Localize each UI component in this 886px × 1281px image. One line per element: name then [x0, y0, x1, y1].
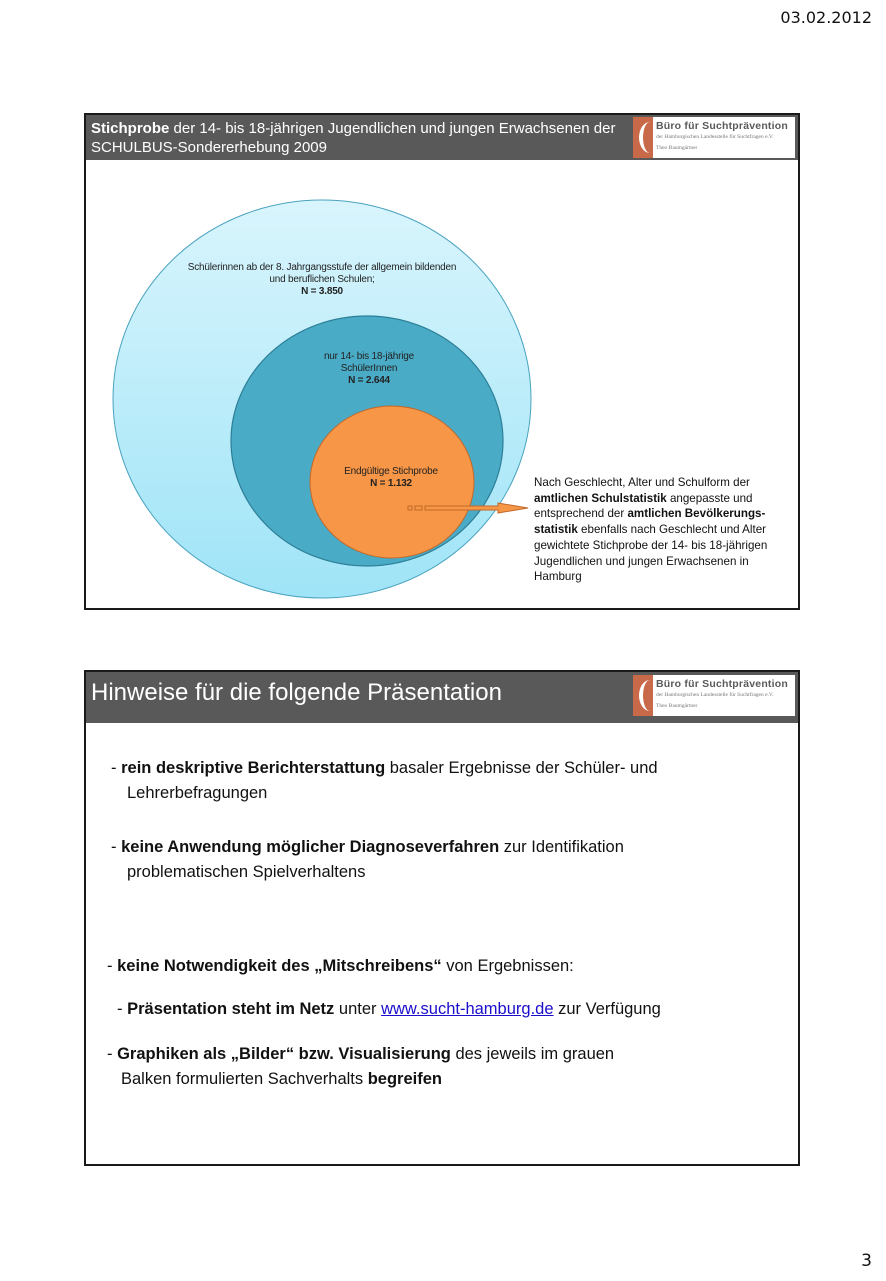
outer-circle-n: N = 3.850: [301, 286, 343, 297]
bullet-text-line2: problematischen Spielverhaltens: [127, 863, 366, 881]
bullet-item: [107, 954, 574, 979]
slide-presentation-notes: [84, 670, 800, 1166]
inner-circle-text: Endgültige Stichprobe: [344, 466, 438, 477]
bullet-item: [111, 756, 658, 806]
bullet-dash: -: [107, 957, 118, 975]
note-text-3: ebenfalls nach Geschlecht und Alter gewichtete Stichprobe der 14- bis 18-jährigen Jugendlichen und jungen Erwachsenen in Hamburg: [534, 523, 768, 584]
bullet-item: [117, 997, 661, 1022]
website-link[interactable]: www.sucht-hamburg.de: [381, 1000, 554, 1018]
logo-author: Theo Baumgärtner: [656, 145, 698, 151]
inner-circle-n: N = 1.132: [370, 478, 412, 489]
slide-title: Hinweise für die folgende Präsentation: [91, 679, 502, 706]
bullet-bold: rein deskriptive Berichterstattung: [121, 759, 386, 777]
bullet-list: [86, 672, 798, 1164]
bullet-text: des jeweils im grauen: [450, 1045, 615, 1063]
note-bold-1: amtlichen Schulstatistik: [534, 491, 667, 505]
weighting-note: [534, 475, 796, 585]
logo-name: Büro für Suchtprävention: [656, 120, 788, 132]
bullet-bold: keine Anwendung möglicher Diagnoseverfahren: [121, 838, 500, 856]
bullet-dash: -: [111, 838, 122, 856]
note-text-1: Nach Geschlecht, Alter und Schulform der: [534, 476, 750, 489]
outer-circle-label: [182, 262, 462, 298]
bullet-bold: keine Notwendigkeit des „Mitschreibens“: [117, 957, 442, 975]
bullet-dash: -: [117, 1000, 128, 1018]
bullet-text: zur Identifikation: [499, 838, 624, 856]
bullet-item: [107, 1042, 614, 1092]
bullet-text-line2: Lehrerbefragungen: [127, 784, 268, 802]
slide-title-bold: Stichprobe: [91, 120, 170, 137]
middle-circle-n: N = 2.644: [348, 375, 390, 386]
middle-circle-text: nur 14- bis 18-jährige SchülerInnen: [323, 351, 415, 374]
bullet-text-line2: Balken formulierten Sachverhalts: [121, 1070, 368, 1088]
bullet-text-after: zur Verfügung: [553, 1000, 661, 1018]
bullet-bold: Präsentation steht im Netz: [127, 1000, 335, 1018]
bullet-text: unter: [334, 1000, 382, 1018]
outer-circle-text: Schülerinnen ab der 8. Jahrgangsstufe der allgemein bildenden und beruflichen Schulen;: [187, 262, 457, 285]
inner-circle-label: [324, 466, 458, 490]
slide-title-rest: der 14- bis 18-jährigen Jugendlichen und jungen Erwachsenen der SCHULBUS-Sondererhebung 2009: [91, 120, 616, 156]
bullet-text: basaler Ergebnisse der Schüler- und: [385, 759, 658, 777]
page-number: 3: [861, 1251, 872, 1271]
note-bold-2: amtlichen Bevölkerungs-statistik: [534, 507, 766, 537]
logo-subtitle: der Hamburgischen Landesstelle für Suchtfragen e.V.: [656, 134, 774, 140]
slide-sample-overview: [84, 113, 800, 610]
bullet-bold: Graphiken als „Bilder“ bzw. Visualisierung: [117, 1045, 451, 1063]
bullet-dash: -: [107, 1045, 118, 1063]
header-date: 03.02.2012: [780, 8, 872, 27]
bullet-bold-line2: begreifen: [367, 1070, 442, 1088]
bullet-dash: -: [111, 759, 122, 777]
logo-name: Büro für Suchtprävention: [656, 678, 788, 690]
logo-subtitle: der Hamburgischen Landesstelle für Suchtfragen e.V.: [656, 692, 774, 698]
note-text-2: angepasste und entsprechend der: [534, 491, 753, 521]
bullet-text: von Ergebnissen:: [441, 957, 574, 975]
middle-circle-label: [304, 351, 434, 387]
bullet-item: [111, 835, 624, 885]
logo-author: Theo Baumgärtner: [656, 703, 698, 709]
